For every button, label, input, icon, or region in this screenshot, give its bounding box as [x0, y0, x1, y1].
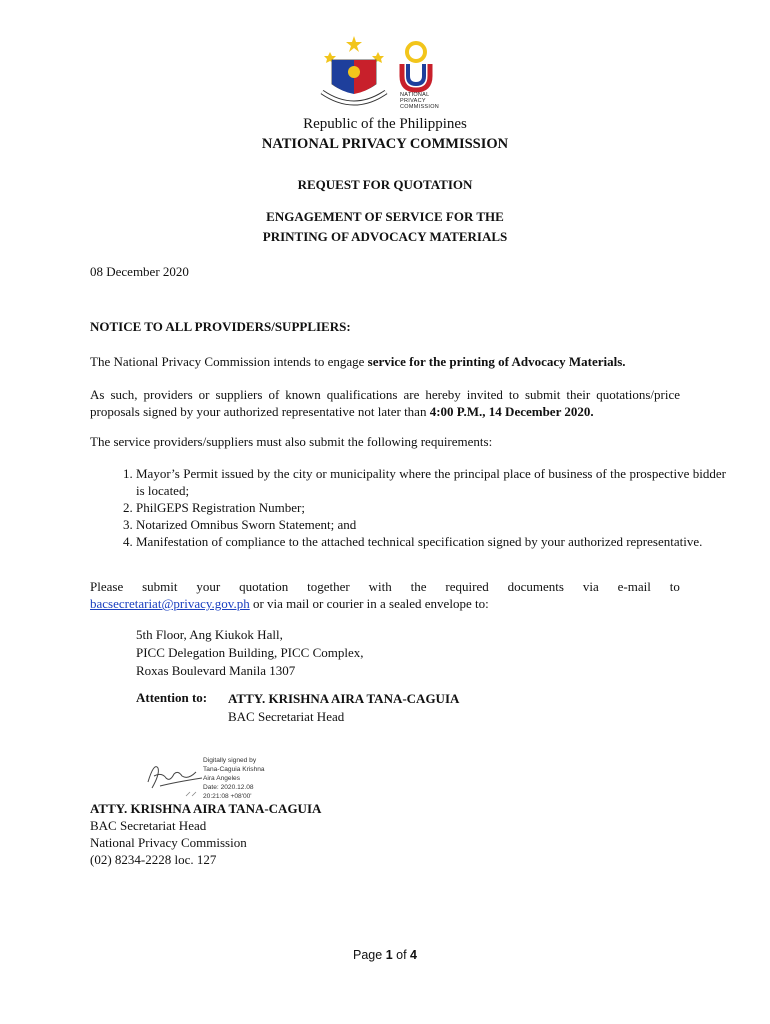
mailing-address — [136, 626, 364, 680]
email-link[interactable]: bacsecretariat@privacy.gov.ph — [90, 596, 250, 611]
requirements-list — [90, 465, 726, 550]
digital-signature-stamp: Digitally signed by Tana-Caguia Krishna Aira Angeles Date: 2020.12.08 20:21:08 +08'00' — [203, 757, 265, 800]
submit-line: Please submit your quotation together with the required documents via e-mail to — [90, 579, 680, 594]
agency-name: NATIONAL PRIVACY COMMISSION — [261, 136, 509, 152]
handwritten-signature-icon — [140, 752, 210, 802]
document-date: 08 December 2020 — [90, 264, 189, 279]
submit-line-2: bacsecretariat@privacy.gov.ph or via mail or courier in a sealed envelope to: — [90, 596, 489, 611]
address-line: PICC Delegation Building, PICC Complex, — [136, 645, 364, 660]
requirements-intro: The service providers/suppliers must also submit the following requirements: — [90, 434, 493, 449]
intro-service: service for the printing of Advocacy Materials. — [367, 354, 626, 369]
signatory-office: National Privacy Commission — [90, 835, 247, 850]
address-line: Roxas Boulevard Manila 1307 — [136, 663, 296, 678]
list-item: 1. Mayor’s Permit issued by the city or municipality where the principal place of business of the prospective bidder is located; — [136, 465, 726, 499]
intro-paragraph: The National Privacy Commission intends to engage service for the printing of Advocacy Materials. — [90, 354, 626, 369]
signatory-title: BAC Secretariat Head — [90, 818, 207, 833]
list-item: 4. Manifestation of compliance to the attached technical specification signed by your authorized representative. — [136, 533, 726, 550]
subject-line-2: PRINTING OF ADVOCACY MATERIALS — [262, 229, 508, 244]
philippine-seal-icon — [318, 34, 390, 112]
invite-paragraph: As such, providers or suppliers of known qualifications are hereby invited to submit their quotations/price proposals signed by your authorized representative not later than 4:00 P.M., 14 December 2020. — [90, 387, 680, 419]
signatory-block — [90, 800, 321, 868]
republic-line: Republic of the Philippines — [303, 116, 467, 132]
attention-name: ATTY. KRISHNA AIRA TANA-CAGUIA — [228, 691, 460, 706]
notice-heading: NOTICE TO ALL PROVIDERS/SUPPLIERS: — [90, 319, 351, 334]
attention-block — [228, 690, 459, 726]
page-number: Page 1 of 4 — [353, 948, 417, 962]
list-item: 3. Notarized Omnibus Sworn Statement; and — [136, 516, 726, 533]
npc-logo-text: NATIONAL PRIVACY COMMISSION — [400, 92, 440, 110]
address-line: 5th Floor, Ang Kiukok Hall, — [136, 627, 283, 642]
header-logos — [318, 34, 468, 116]
list-item: 2. PhilGEPS Registration Number; — [136, 499, 726, 516]
document-title: REQUEST FOR QUOTATION — [297, 177, 473, 192]
subject-line-1: ENGAGEMENT OF SERVICE FOR THE — [266, 209, 504, 224]
attention-label: Attention to: — [136, 690, 208, 705]
signatory-phone: (02) 8234-2228 loc. 127 — [90, 852, 217, 867]
attention-title: BAC Secretariat Head — [228, 709, 345, 724]
invite-deadline: 4:00 P.M., 14 December 2020. — [429, 404, 594, 419]
signatory-name: ATTY. KRISHNA AIRA TANA-CAGUIA — [90, 801, 322, 816]
